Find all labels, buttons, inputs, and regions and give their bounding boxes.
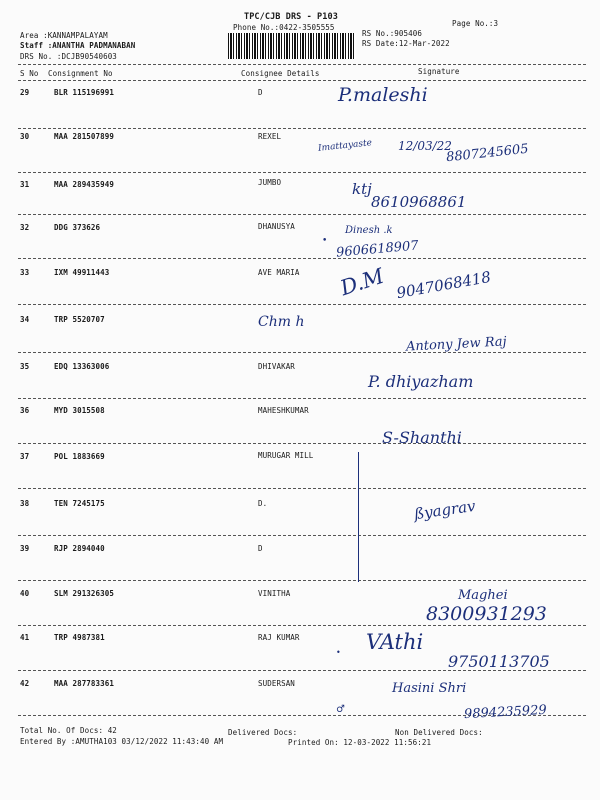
- row-divider: [18, 443, 586, 444]
- row-sno: 30: [20, 132, 30, 141]
- row-consignment: TRP 4987381: [54, 633, 105, 642]
- staff-label: Staff :ANANTHA PADMANABAN: [20, 41, 136, 50]
- signature-30-name: Imattayaste: [317, 138, 373, 154]
- row-divider: [18, 488, 586, 489]
- row-consignee: D: [258, 88, 263, 97]
- non-delivered-docs: Non Delivered Docs:: [395, 728, 483, 737]
- row-consignment: TRP 5520707: [54, 315, 105, 324]
- area-label: Area :KANNAMPALAYAM: [20, 31, 108, 40]
- row-sno: 36: [20, 406, 30, 415]
- signature-40-name: Maghei: [458, 588, 508, 603]
- row-consignment: MAA 287783361: [54, 679, 114, 688]
- row-consignee: MURUGAR MILL: [258, 451, 314, 460]
- signature-33-name: D.M: [337, 263, 387, 301]
- signature-42-phone: 9894235929: [463, 702, 548, 723]
- row-sno: 32: [20, 223, 30, 232]
- row-divider: [18, 535, 586, 536]
- signature-34-name: Antony Jew Raj: [405, 334, 508, 355]
- row-sno: 29: [20, 88, 30, 97]
- row-sno: 41: [20, 633, 30, 642]
- col-consignment: Consignment No: [48, 69, 113, 78]
- row-consignee: AVE MARIA: [258, 268, 300, 277]
- page-number: Page No.:3: [452, 19, 499, 28]
- row-sno: 38: [20, 499, 30, 508]
- row-consignment: TEN 7245175: [54, 499, 105, 508]
- row-consignment: MAA 281507899: [54, 132, 114, 141]
- row-sno: 33: [20, 268, 30, 277]
- drs-title: TPC/CJB DRS - P103: [244, 12, 338, 22]
- row-consignment: RJP 2894040: [54, 544, 105, 553]
- header-divider: [18, 64, 586, 65]
- barcode-image: [228, 33, 356, 59]
- row-consignee: D: [258, 544, 263, 553]
- drs-number: DRS No. :DCJB90540603: [20, 52, 117, 61]
- row-consignee: REXEL: [258, 132, 282, 141]
- row-divider: [18, 304, 586, 305]
- signature-41-name: VAthi: [366, 630, 424, 654]
- rs-date: RS Date:12-Mar-2022: [362, 39, 450, 48]
- printed-on: Printed On: 12-03-2022 11:56:21: [288, 738, 432, 747]
- phone-number: Phone No.:0422-3505555: [233, 23, 335, 32]
- signature-41-phone: 9750113705: [448, 652, 550, 671]
- pen-dot: ♂: [336, 704, 345, 715]
- pen-dot: •: [322, 236, 328, 246]
- signature-38: ßyagrav: [413, 496, 477, 524]
- row-consignee: MAHESHKUMAR: [258, 406, 309, 415]
- signature-29: P.maleshi: [338, 84, 428, 106]
- row-divider: [18, 625, 586, 626]
- signature-35: P. dhiyazham: [368, 372, 474, 391]
- total-docs: Total No. Of Docs: 42: [20, 726, 117, 735]
- delivered-docs: Delivered Docs:: [228, 728, 298, 737]
- row-consignment: BLR 115196991: [54, 88, 114, 97]
- row-consignee: SUDERSAN: [258, 679, 295, 688]
- row-consignment: IXM 49911443: [54, 268, 110, 277]
- signature-34-mark: Chm h: [258, 314, 305, 330]
- signature-30-date: 12/03/22: [398, 139, 452, 153]
- signature-30-phone: 8807245605: [445, 141, 530, 166]
- signature-31-name: ktj: [352, 180, 372, 198]
- row-divider: [18, 128, 586, 129]
- row-consignment: POL 1883669: [54, 452, 105, 461]
- col-sno: S No: [20, 69, 39, 78]
- col-consignee: Consignee Details: [241, 69, 320, 78]
- row-sno: 31: [20, 180, 30, 189]
- row-divider: [18, 398, 586, 399]
- row-divider: [18, 172, 586, 173]
- signature-42-name: Hasini Shri: [392, 681, 467, 696]
- row-consignment: MYD 3015508: [54, 406, 105, 415]
- row-consignment: DDG 373626: [54, 223, 101, 232]
- signature-40-phone: 8300931293: [426, 603, 547, 625]
- row-sno: 37: [20, 452, 30, 461]
- row-divider: [18, 352, 586, 353]
- signature-32-phone: 9606618907: [335, 238, 420, 261]
- row-consignee: DHIVAKAR: [258, 362, 295, 371]
- row-consignee: DHANUSYA: [258, 222, 295, 231]
- col-signature: Signature: [418, 67, 460, 76]
- row-divider: [18, 258, 586, 259]
- pen-stroke: [358, 452, 359, 582]
- rs-number: RS No.:905406: [362, 29, 422, 38]
- entered-by: Entered By :AMUTHA103 03/12/2022 11:43:40 AM: [20, 737, 224, 746]
- row-sno: 34: [20, 315, 30, 324]
- signature-31-phone: 8610968861: [371, 193, 467, 211]
- signature-36: S-Shanthi: [382, 428, 462, 447]
- row-sno: 40: [20, 589, 30, 598]
- row-sno: 42: [20, 679, 30, 688]
- row-divider: [18, 580, 586, 581]
- row-consignee: JUMBO: [258, 178, 282, 187]
- row-divider: [18, 214, 586, 215]
- row-consignment: SLM 291326305: [54, 589, 114, 598]
- row-consignee: RAJ KUMAR: [258, 633, 300, 642]
- header-divider-bottom: [18, 80, 586, 81]
- row-sno: 35: [20, 362, 30, 371]
- row-sno: 39: [20, 544, 30, 553]
- row-consignee: D.: [258, 499, 268, 508]
- signature-33-phone: 9047068418: [395, 267, 493, 303]
- pen-dot: •: [336, 648, 341, 657]
- row-consignment: MAA 289435949: [54, 180, 114, 189]
- row-consignee: VINITHA: [258, 589, 291, 598]
- row-consignment: EDQ 13363006: [54, 362, 110, 371]
- signature-32-name: Dinesh .k: [345, 225, 393, 236]
